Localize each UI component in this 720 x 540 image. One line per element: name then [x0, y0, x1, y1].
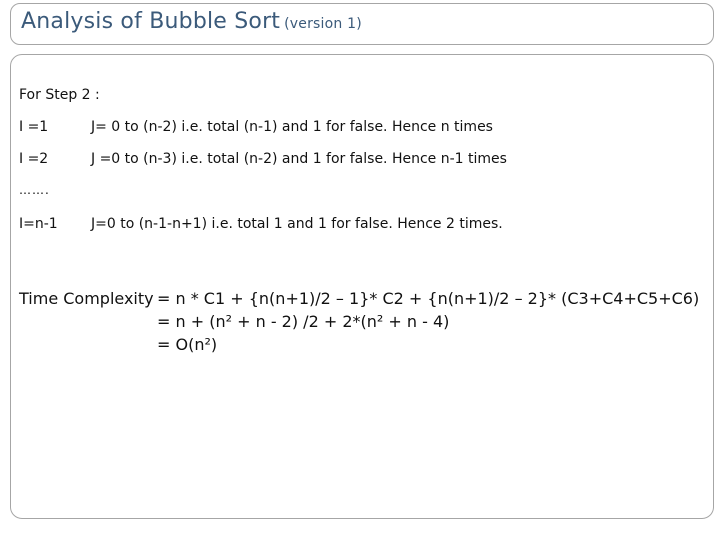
- row-label-i1: I =1: [19, 119, 49, 135]
- slide-title-sub: (version 1): [284, 16, 362, 32]
- time-complexity-line-3: = O(n²): [157, 335, 218, 354]
- time-complexity-block: [19, 287, 699, 356]
- time-complexity-label: Time Complexity: [19, 289, 154, 308]
- step-heading: For Step 2 :: [19, 87, 100, 103]
- ellipsis-row: …….: [19, 183, 50, 197]
- row-label-in1: I=n-1: [19, 216, 58, 232]
- row-label-i2: I =2: [19, 151, 49, 167]
- slide-title: [21, 9, 362, 34]
- row-desc-in1: J=0 to (n-1-n+1) i.e. total 1 and 1 for false. Hence 2 times.: [91, 216, 503, 232]
- row-desc-i1: J= 0 to (n-2) i.e. total (n-1) and 1 for false. Hence n times: [91, 119, 493, 135]
- slide-title-box: [10, 3, 714, 45]
- row-desc-i2: J =0 to (n-3) i.e. total (n-2) and 1 for false. Hence n-1 times: [91, 151, 507, 167]
- time-complexity-line-1: = n * C1 + {n(n+1)/2 – 1}* C2 + {n(n+1)/2 – 2}* (C3+C4+C5+C6): [157, 289, 700, 308]
- slide-title-main: Analysis of Bubble Sort: [21, 9, 281, 34]
- time-complexity-line-2: = n + (n² + n - 2) /2 + 2*(n² + n - 4): [157, 312, 450, 331]
- slide-content-box: [10, 54, 714, 519]
